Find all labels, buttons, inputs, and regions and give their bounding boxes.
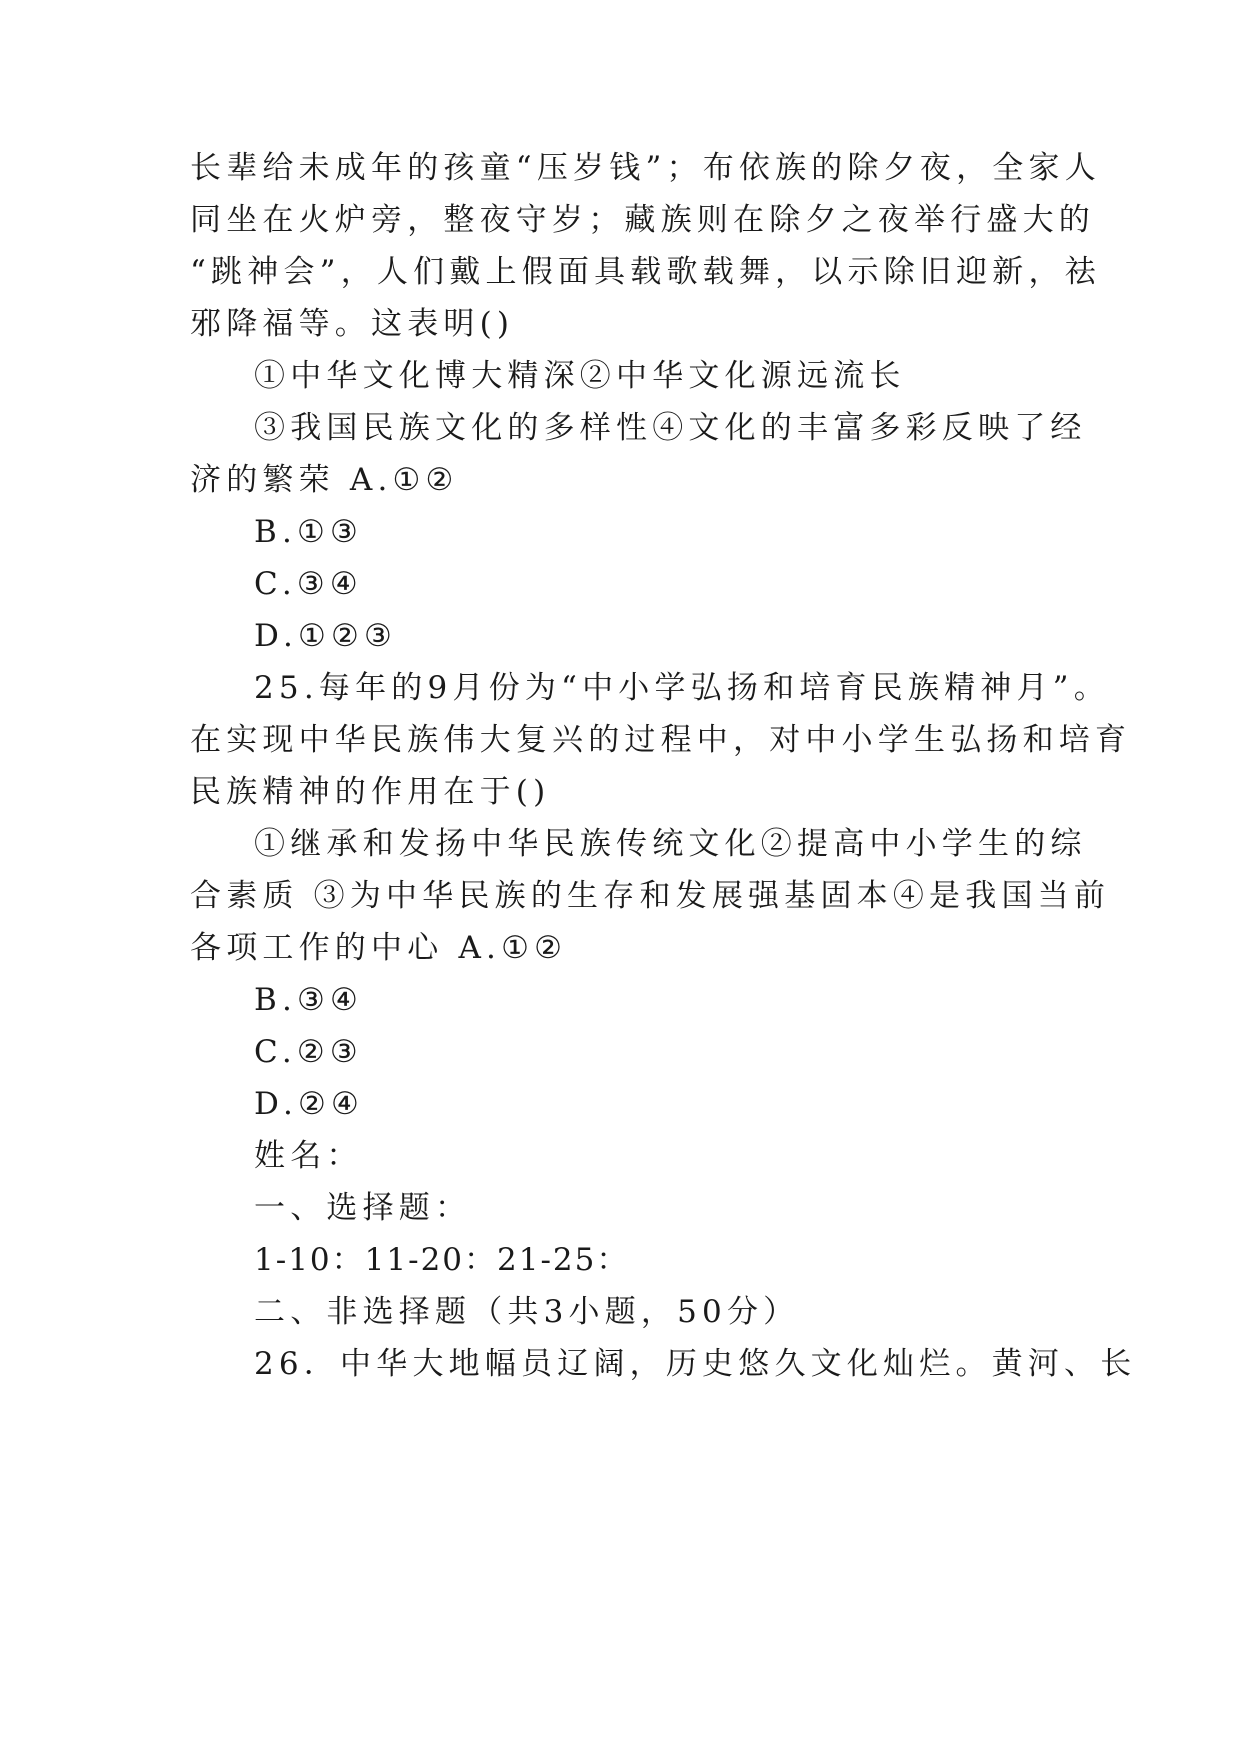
text-line: “跳神会”，人们戴上假面具载歌载舞，以示除旧迎新，祛 [190, 254, 1101, 290]
text-line: 在实现中华民族伟大复兴的过程中，对中小学生弘扬和培育 [190, 722, 1132, 758]
text-line: 合素质 ③为中华民族的生存和发展强基固本④是我国当前 [190, 878, 1111, 914]
name-label: 姓名： [254, 1138, 363, 1174]
option-statement-line: ③我国民族文化的多样性④文化的丰富多彩反映了经 [254, 410, 1087, 446]
answer-choice: B.③④ [254, 982, 364, 1018]
answer-choice: C.③④ [254, 566, 363, 602]
answer-choice: B.①③ [254, 514, 364, 550]
text-line: 各项工作的中心 A.①② [190, 930, 568, 966]
text-line: 长辈给未成年的孩童“压岁钱”；布依族的除夕夜，全家人 [190, 150, 1101, 186]
answer-choice: D.②④ [254, 1086, 364, 1122]
section-heading: 二、非选择题（共3小题，50分） [254, 1294, 800, 1330]
text-line: 同坐在火炉旁，整夜守岁；藏族则在除夕之夜举行盛大的 [190, 202, 1095, 238]
answer-range-line: 1-10：11-20：21-25： [254, 1242, 630, 1278]
answer-choice: D.①②③ [254, 618, 397, 654]
section-heading: 一、选择题： [254, 1190, 472, 1226]
option-statement-line: ①中华文化博大精深②中华文化源远流长 [254, 358, 906, 394]
question-25: 25.每年的9月份为“中小学弘扬和培育民族精神月”。 [254, 670, 1110, 706]
option-statement-line: ①继承和发扬中华民族传统文化②提高中小学生的综 [254, 826, 1087, 862]
text-line: 邪降福等。这表明() [190, 306, 515, 342]
answer-choice: C.②③ [254, 1034, 363, 1070]
text-line: 民族精神的作用在于() [190, 774, 551, 810]
question-26: 26．中华大地幅员辽阔，历史悠久文化灿烂。黄河、长 [254, 1346, 1137, 1382]
text-line: 济的繁荣 A.①② [190, 462, 459, 498]
